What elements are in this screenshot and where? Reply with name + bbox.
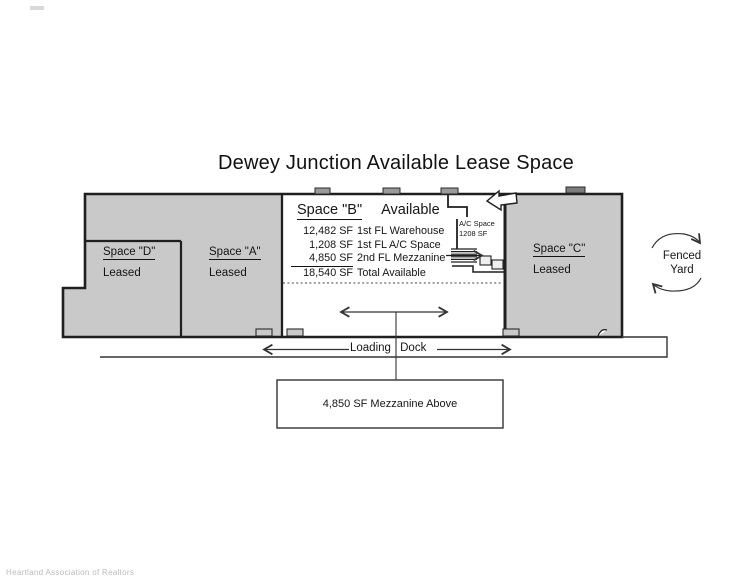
space-b-line-mezzanine [291, 252, 445, 267]
space-b-line-warehouse [291, 225, 445, 239]
fenced-yard-line2: Yard [670, 264, 694, 276]
dock-door [503, 329, 519, 336]
space-c-status: Leased [533, 264, 571, 276]
top-wall-vent [441, 188, 458, 194]
loading-dock-label: Loading Dock [350, 342, 427, 354]
watermark: Heartland Association of Realtors [6, 568, 135, 577]
space-d-name: Space "D" [103, 246, 156, 258]
space-d-label [103, 246, 155, 279]
space-d-status: Leased [103, 267, 141, 279]
ac-space-name: A/C Space [459, 219, 495, 228]
fixture-box [492, 260, 503, 269]
dock-door [287, 329, 303, 336]
top-wall-vent [315, 188, 330, 194]
space-b-line-ac [291, 239, 445, 253]
dock-door [256, 329, 272, 336]
space-b-line-total [291, 267, 445, 281]
fenced-yard-arc-top [652, 234, 700, 248]
scan-artifact [30, 6, 44, 10]
space-c-name: Space "C" [533, 243, 586, 255]
area-value: 4,850 SF [291, 252, 353, 267]
top-wall-vent [566, 187, 585, 193]
ac-space-label [459, 219, 495, 238]
space-b-status: Available [381, 202, 440, 218]
top-wall-vent [383, 188, 400, 194]
area-desc: 1st FL A/C Space [357, 238, 441, 251]
area-value: 1,208 SF [309, 238, 353, 251]
area-value: 18,540 SF [303, 266, 353, 279]
space-a-status: Leased [209, 267, 247, 279]
space-a-name: Space "A" [209, 246, 261, 258]
page-title: Dewey Junction Available Lease Space [218, 152, 574, 174]
fenced-yard-arc-bottom [653, 278, 701, 291]
area-value: 12,482 SF [303, 225, 353, 237]
area-desc: Total Available [357, 266, 426, 279]
area-desc: 2nd FL Mezzanine [357, 252, 446, 265]
space-b-name: Space "B" [297, 202, 363, 218]
mezzanine-callout-label: 4,850 SF Mezzanine Above [322, 398, 458, 410]
space-b-details [291, 202, 445, 280]
area-desc: 1st FL Warehouse [357, 225, 445, 237]
fixture-box [480, 256, 491, 265]
fenced-yard-line1: Fenced [662, 250, 702, 262]
ac-space-area: 1208 SF [459, 228, 488, 238]
fenced-yard-label [645, 249, 719, 277]
space-c-label [533, 243, 585, 276]
space-b-heading [297, 202, 445, 220]
space-a-label [209, 246, 261, 279]
